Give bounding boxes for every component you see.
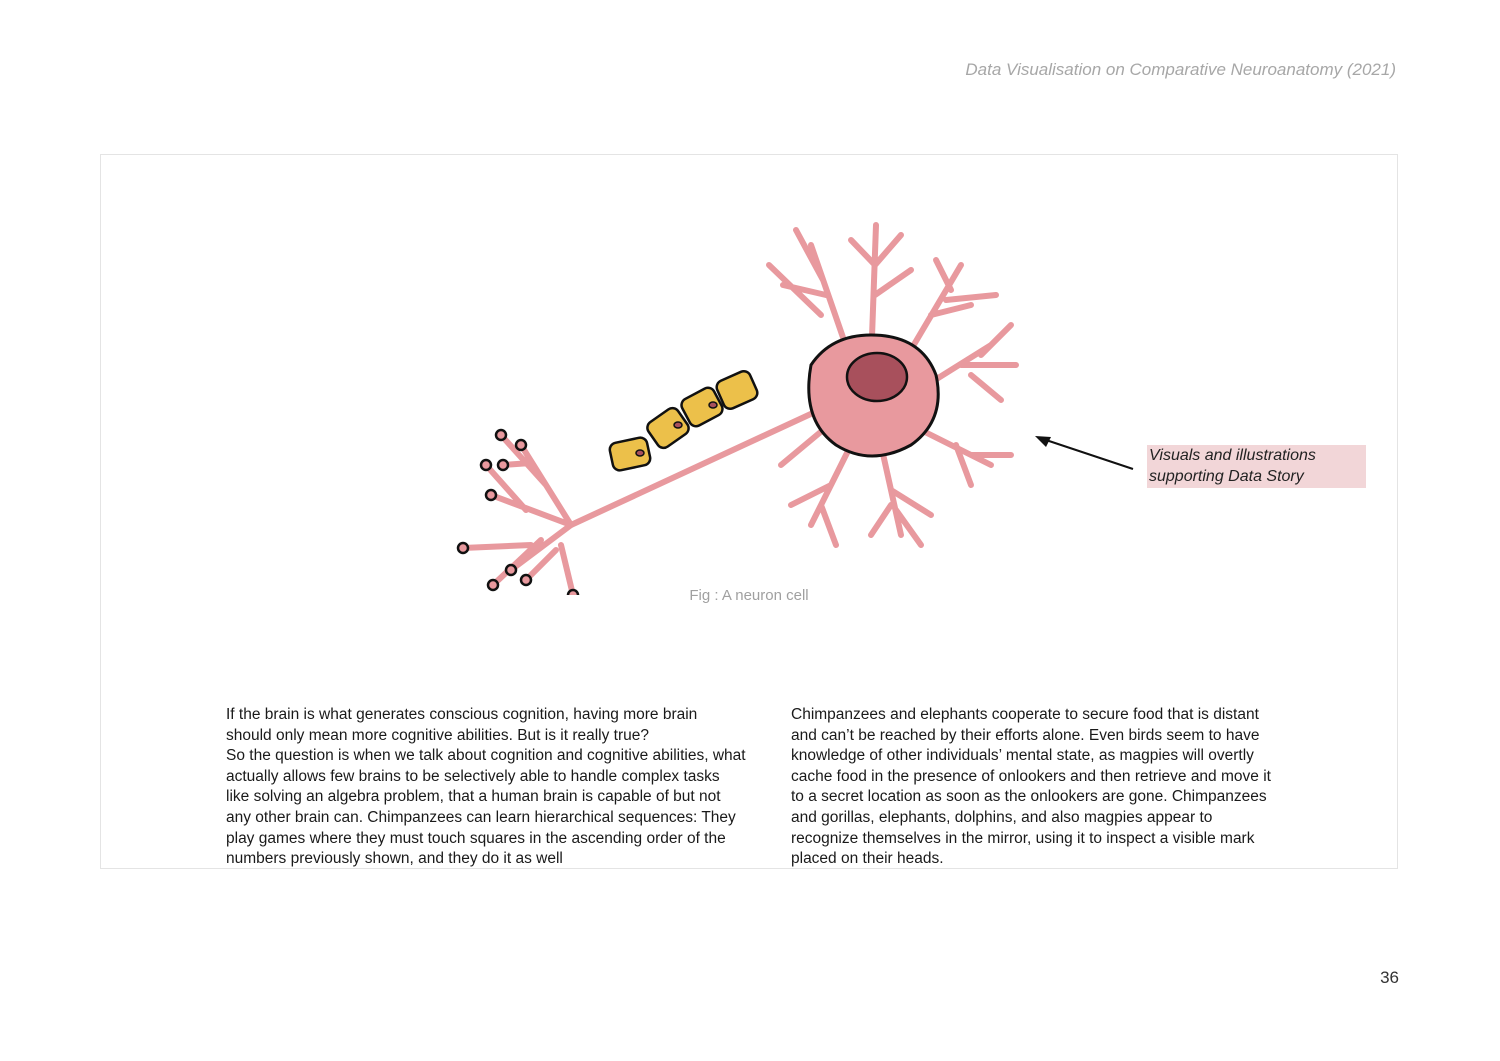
figure-annotation xyxy=(1147,445,1366,488)
annotation-line-1: Visuals and illustrations xyxy=(1149,447,1316,464)
paragraph: Chimpanzees and elephants cooperate to secure food that is distant and can’t be reached by their efforts alone. Even birds seem to have knowledge of other individuals’ mental state, as magpies will overtly cache food in the presence of onlookers and then retrieve and move it to a secret location as soon as the onlookers are gone. Chimpanzees and gorillas, elephants, dolphins, and also magpies appear to recognize themselves in the mirror, using it to inspect a visible mark placed on their heads. xyxy=(791,706,1271,868)
body-text-right xyxy=(791,705,1271,869)
figure-caption: Fig : A neuron cell xyxy=(689,587,809,604)
paragraph: If the brain is what generates conscious cognition, having more brain should only mean more cognitive abilities. But is it really true? xyxy=(226,706,698,744)
neuron-illustration xyxy=(451,205,1031,595)
paragraph: So the question is when we talk about cognition and cognitive abilities, what actually allows few brains to be selectively able to handle complex tasks like solving an algebra problem, that a human brain is capable of but not any other brain can. Chimpanzees can learn hierarchical sequences: They play games where they must touch squares in the ascending order of the numbers previously shown, and they do it as well xyxy=(226,747,746,868)
annotation-line-2: supporting Data Story xyxy=(1149,468,1304,485)
annotation-arrow xyxy=(1021,425,1161,485)
body-text-left xyxy=(226,705,746,869)
document-title: Data Visualisation on Comparative Neuroanatomy (2021) xyxy=(965,60,1396,79)
page-number: 36 xyxy=(1380,968,1399,987)
content-frame xyxy=(100,154,1398,869)
